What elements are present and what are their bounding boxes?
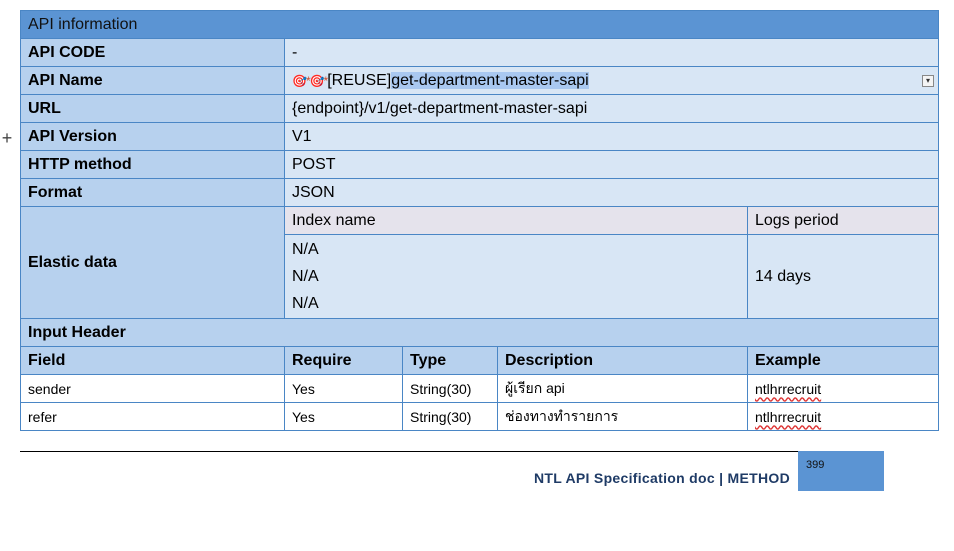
- require-cell[interactable]: Yes: [285, 403, 403, 431]
- description-cell[interactable]: ช่องทางทำรายการ: [498, 403, 748, 431]
- api-name-selected-text[interactable]: get-department-master-sapi: [391, 71, 589, 89]
- input-header-title: Input Header: [21, 319, 939, 347]
- dropdown-icon[interactable]: ▾: [922, 75, 934, 87]
- url-value[interactable]: {endpoint}/v1/get-department-master-sapi: [285, 95, 939, 123]
- logs-period-value[interactable]: 14 days: [748, 235, 939, 319]
- api-name-prefix: [REUSE]: [327, 71, 392, 89]
- http-method-value[interactable]: POST: [285, 151, 939, 179]
- add-row-handle[interactable]: +: [1, 128, 13, 148]
- footer-title: NTL API Specification doc | METHOD: [533, 470, 790, 486]
- example-text: ntlhrrecruit: [755, 408, 822, 425]
- api-name-label: API Name: [21, 67, 285, 95]
- example-cell[interactable]: [748, 403, 939, 431]
- index-name-header: Index name: [285, 207, 748, 235]
- format-value[interactable]: JSON: [285, 179, 939, 207]
- col-type-header: Type: [403, 347, 498, 375]
- table-title: API information: [21, 11, 939, 39]
- api-version-value[interactable]: V1: [285, 123, 939, 151]
- api-code-value[interactable]: -: [285, 39, 939, 67]
- example-text: ntlhrrecruit: [755, 380, 822, 397]
- table-row: [21, 375, 939, 403]
- col-example-header: Example: [748, 347, 939, 375]
- table-row: [21, 403, 939, 431]
- type-cell[interactable]: String(30): [403, 403, 498, 431]
- api-spec-table: [20, 10, 939, 431]
- index-name-item: N/A: [292, 241, 319, 258]
- logs-period-header: Logs period: [748, 207, 939, 235]
- col-field-header: Field: [21, 347, 285, 375]
- example-cell[interactable]: [748, 375, 939, 403]
- url-label: URL: [21, 95, 285, 123]
- index-name-item: N/A: [292, 268, 319, 285]
- elastic-data-label: Elastic data: [21, 207, 285, 319]
- field-cell[interactable]: sender: [21, 375, 285, 403]
- http-method-label: HTTP method: [21, 151, 285, 179]
- col-description-header: Description: [498, 347, 748, 375]
- target-emoji-icon: 🎯*🎯*: [292, 73, 328, 88]
- api-code-label: API CODE: [21, 39, 285, 67]
- footer-divider: [20, 451, 798, 452]
- type-cell[interactable]: String(30): [403, 375, 498, 403]
- format-label: Format: [21, 179, 285, 207]
- require-cell[interactable]: Yes: [285, 375, 403, 403]
- index-name-item: N/A: [292, 295, 319, 312]
- col-require-header: Require: [285, 347, 403, 375]
- field-cell[interactable]: refer: [21, 403, 285, 431]
- index-name-list[interactable]: [285, 235, 748, 319]
- page-number-box: [798, 451, 884, 491]
- page-number: 399: [806, 459, 825, 471]
- api-name-value[interactable]: [285, 67, 939, 95]
- description-cell[interactable]: ผู้เรียก api: [498, 375, 748, 403]
- api-version-label: API Version: [21, 123, 285, 151]
